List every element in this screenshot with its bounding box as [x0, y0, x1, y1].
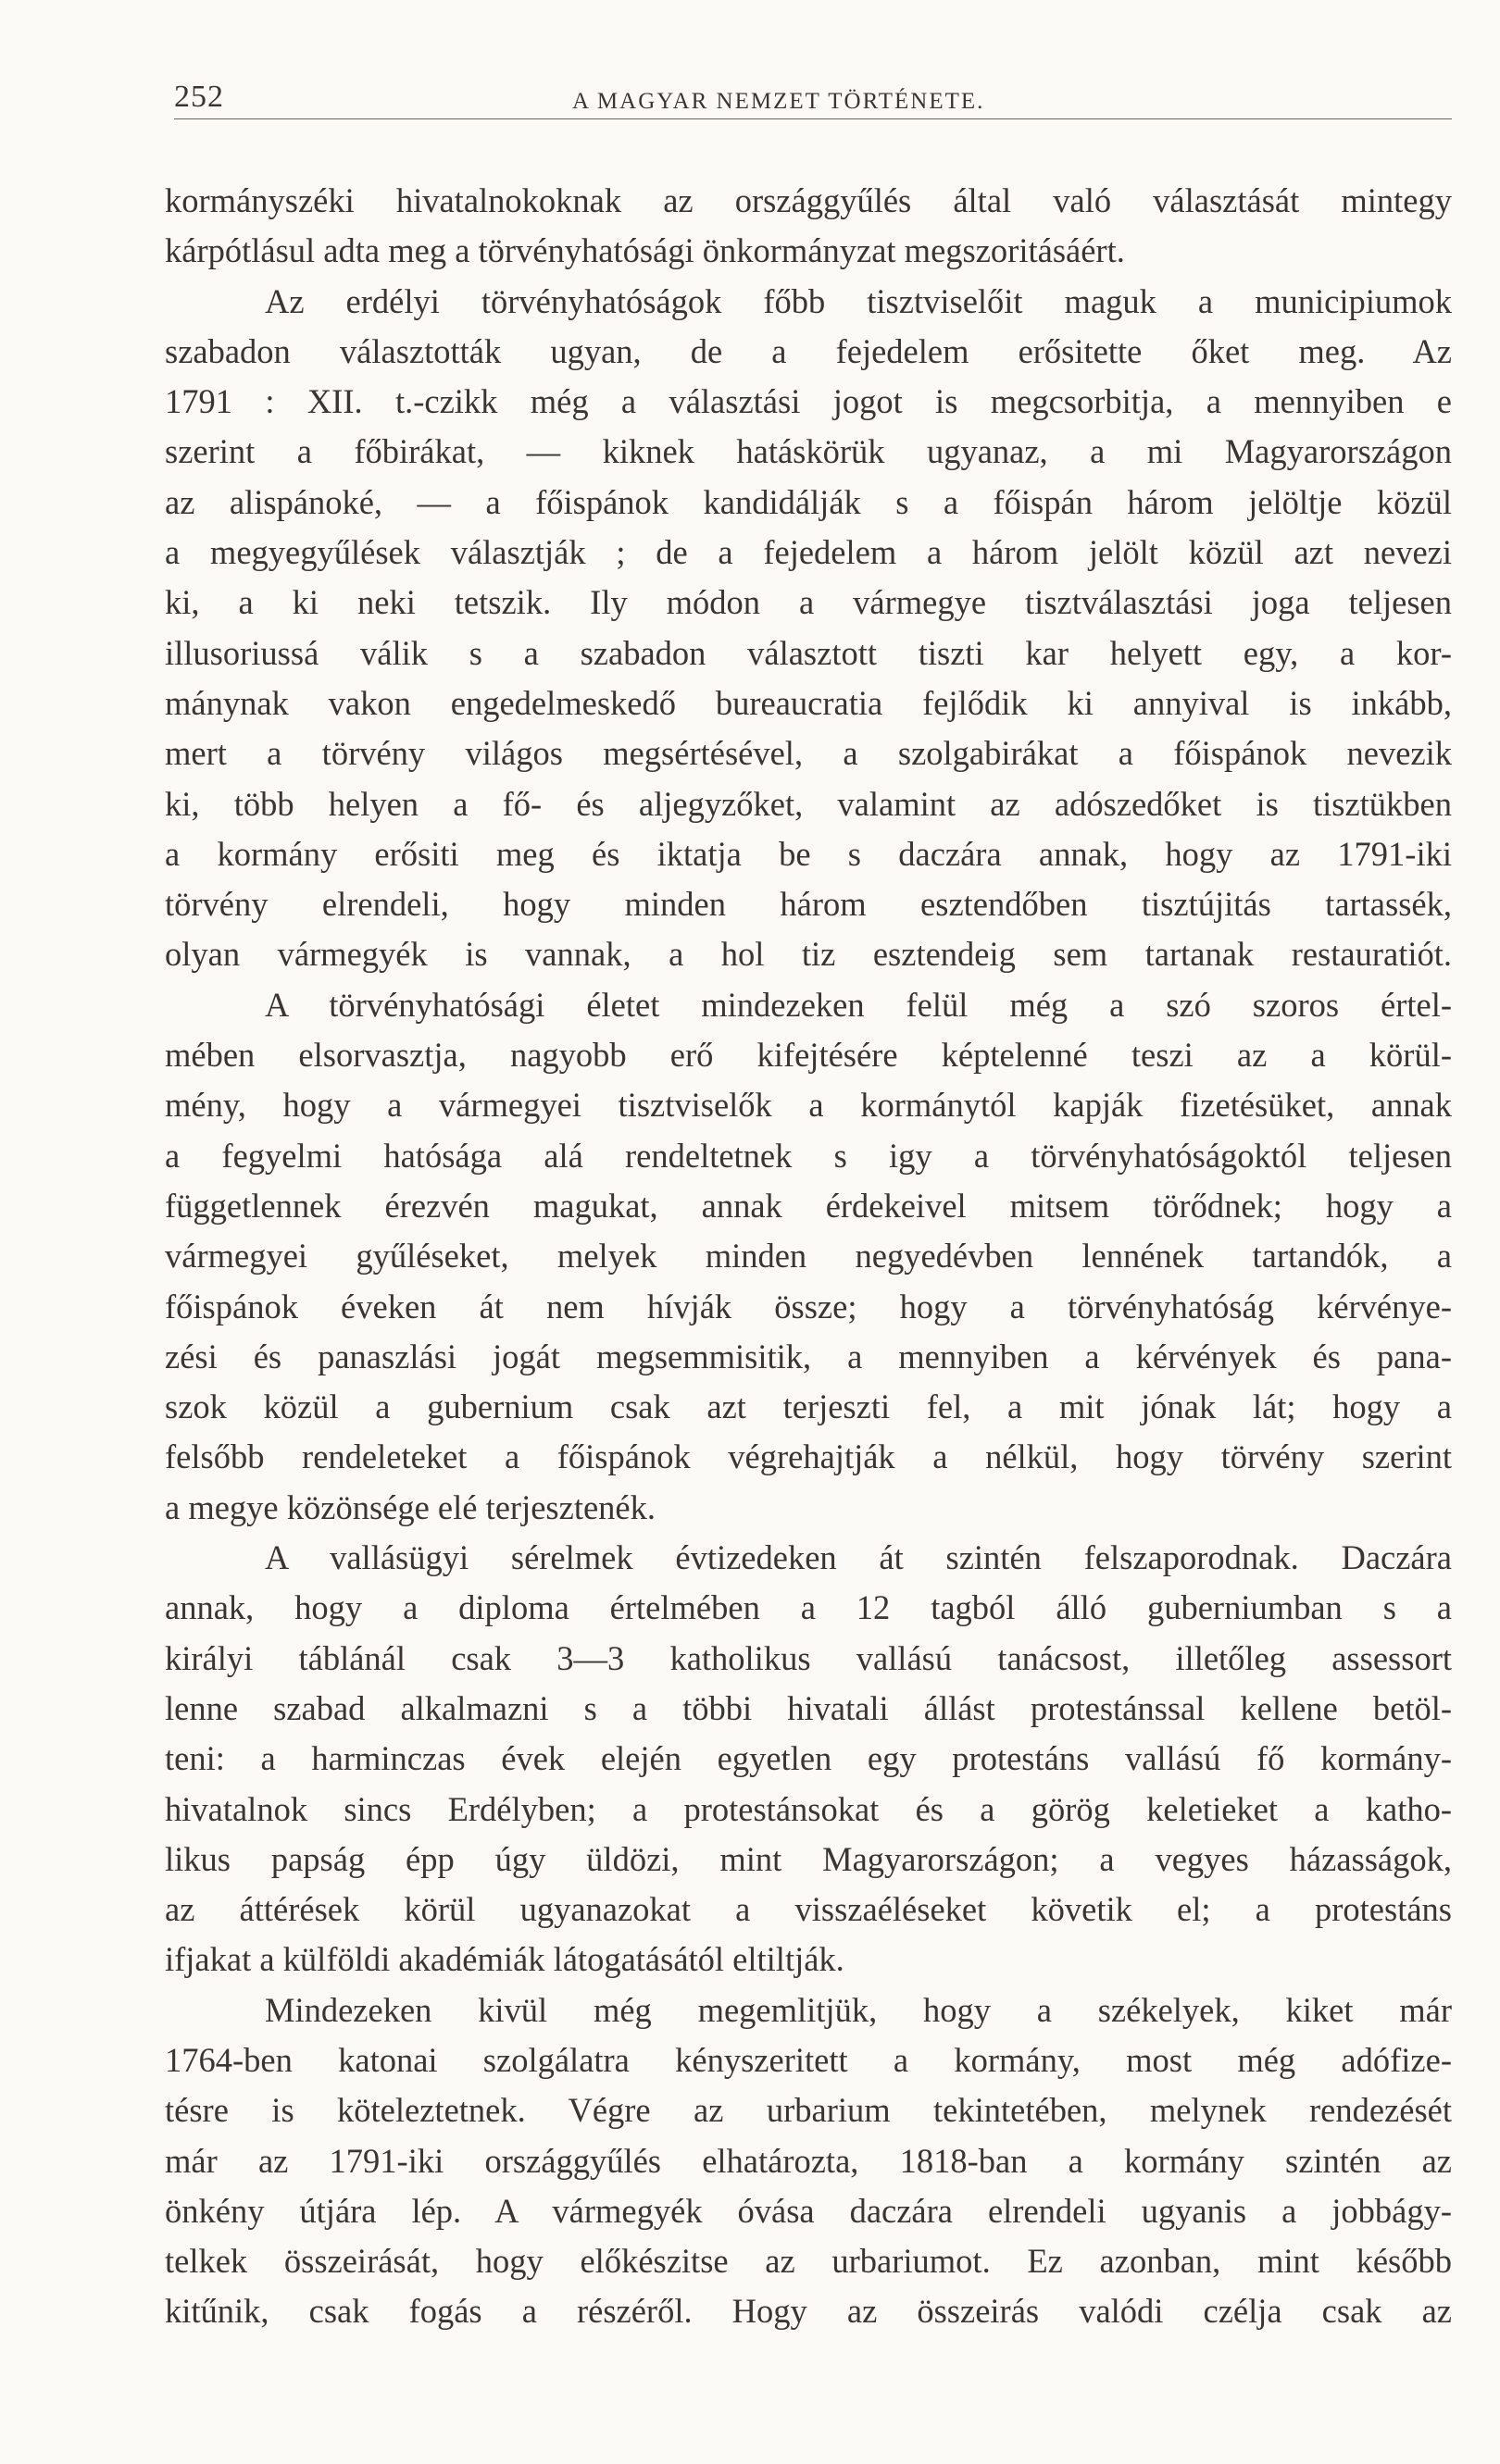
text-line: királyi táblánál csak 3—3 katholikus vallású tanácsost, illetőleg assessort: [165, 1638, 1452, 1677]
text-line: mert a törvény világos megsértésével, a szolgabirákat a főispánok nevezik: [165, 734, 1452, 773]
body-text: [165, 176, 1452, 2337]
text-line: tésre is köteleztetnek. Végre az urbarium tekintetében, melynek rendezését: [165, 2091, 1452, 2130]
text-line: ifjakat a külföldi akadémiák látogatásától eltiltják.: [165, 1940, 844, 1979]
text-line: önkény útjára lép. A vármegyék óvása daczára elrendeli ugyanis a jobbágy-: [165, 2191, 1452, 2230]
text-line: szerint a főbirákat, — kiknek hatáskörük ugyanaz, a mi Magyarországon: [165, 432, 1452, 471]
text-line: Mindezeken kivül még megemlitjük, hogy a székelyek, kiket már: [265, 1990, 1452, 2029]
text-line: az áttérések körül ugyanazokat a visszaéléseket követik el; a protestáns: [165, 1890, 1452, 1929]
text-line: lenne szabad alkalmazni s a többi hivatali állást protestánssal kellene betöl-: [165, 1688, 1452, 1727]
text-line: mében elsorvasztja, nagyobb erő kifejtésére képtelenné teszi az a körül-: [165, 1036, 1452, 1075]
text-line: annak, hogy a diploma értelmében a 12 tagból álló guberniumban s a: [165, 1588, 1452, 1627]
text-line: A vallásügyi sérelmek évtizedeken át szintén felszaporodnak. Daczára: [265, 1538, 1452, 1577]
text-line: telkek összeirását, hogy előkészitse az urbariumot. Ez azonban, mint később: [165, 2242, 1452, 2281]
text-line: a megyegyűlések választják ; de a fejedelem a három jelölt közül azt nevezi: [165, 533, 1452, 572]
text-line: Az erdélyi törvényhatóságok főbb tisztviselőit maguk a municipiumok: [265, 281, 1452, 320]
text-line: 1791 : XII. t.-czikk még a választási jogot is megcsorbitja, a mennyiben e: [165, 382, 1452, 421]
text-line: már az 1791-iki országgyűlés elhatározta, 1818-ban a kormány szintén az: [165, 2141, 1452, 2180]
text-line: szok közül a gubernium csak azt terjeszti fel, a mit jónak lát; hogy a: [165, 1388, 1452, 1426]
text-line: hivatalnok sincs Erdélyben; a protestánsokat és a görög keletieket a katho-: [165, 1789, 1452, 1828]
text-line: kitűnik, csak fogás a részéről. Hogy az összeirás valódi czélja csak az: [165, 2292, 1452, 2331]
text-line: ki, a ki neki tetszik. Ily módon a vármegye tisztválasztási joga teljesen: [165, 583, 1452, 622]
text-line: 1764-ben katonai szolgálatra kényszeritett a kormány, most még adófize-: [165, 2040, 1452, 2079]
text-line: a kormány erősiti meg és iktatja be s daczára annak, hogy az 1791-iki: [165, 834, 1452, 873]
text-line: függetlennek érezvén magukat, annak érdekeivel mitsem törődnek; hogy a: [165, 1186, 1452, 1225]
text-line: teni: a harminczas évek elején egyetlen egy protestáns vallású fő kormány-: [165, 1739, 1452, 1778]
text-line: olyan vármegyék is vannak, a hol tiz esztendeig sem tartanak restauratiót.: [165, 935, 1452, 974]
text-line: mánynak vakon engedelmeskedő bureaucratia fejlődik ki annyival is inkább,: [165, 683, 1452, 722]
text-line: vármegyei gyűléseket, melyek minden negyedévben lennének tartandók, a: [165, 1237, 1452, 1276]
text-line: szabadon választották ugyan, de a fejedelem erősitette őket meg. Az: [165, 331, 1452, 370]
text-line: a fegyelmi hatósága alá rendeltetnek s igy a törvényhatóságoktól teljesen: [165, 1136, 1452, 1175]
text-line: felsőbb rendeleteket a főispánok végrehajtják a nélkül, hogy törvény szerint: [165, 1437, 1452, 1476]
page-number: 252: [174, 80, 224, 114]
text-line: kárpótlásul adta meg a törvényhatósági önkormányzat megszoritásáért.: [165, 231, 1125, 270]
text-line: ki, több helyen a fő- és aljegyzőket, valamint az adószedőket is tisztükben: [165, 784, 1452, 823]
text-line: az alispánoké, — a főispánok kandidálják s a főispán három jelöltje közül: [165, 482, 1452, 521]
text-line: kormányszéki hivatalnokoknak az országgyűlés által való választását mintegy: [165, 181, 1452, 219]
text-line: főispánok éveken át nem hívják össze; hogy a törvényhatóság kérvénye-: [165, 1287, 1452, 1325]
text-line: törvény elrendeli, hogy minden három esztendőben tisztújitás tartassék,: [165, 885, 1452, 924]
running-title: A MAGYAR NEMZET TÖRTÉNETE.: [572, 89, 985, 114]
text-line: illusoriussá válik s a szabadon választott tiszti kar helyett egy, a kor-: [165, 633, 1452, 672]
header-rule: [174, 118, 1452, 119]
text-line: mény, hogy a vármegyei tisztviselők a kormánytól kapják fizetésüket, annak: [165, 1086, 1452, 1125]
text-line: a megye közönsége elé terjesztenék.: [165, 1487, 656, 1526]
text-line: likus papság épp úgy üldözi, mint Magyarországon; a vegyes házasságok,: [165, 1839, 1452, 1878]
text-line: A törvényhatósági életet mindezeken felül még a szó szoros értel-: [265, 985, 1452, 1024]
text-line: zési és panaszlási jogát megsemmisitik, a mennyiben a kérvények és pana-: [165, 1337, 1452, 1375]
